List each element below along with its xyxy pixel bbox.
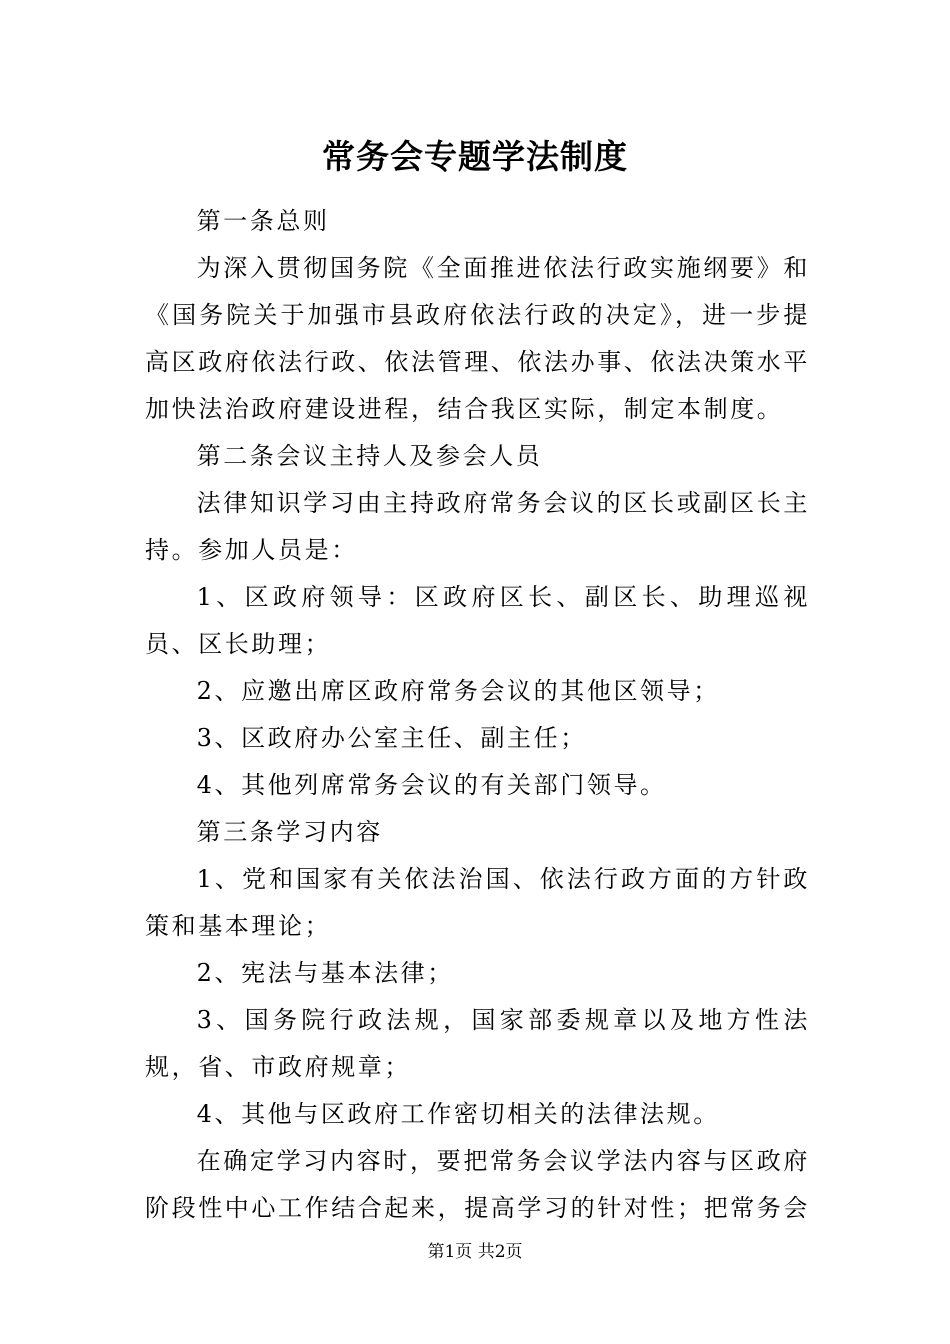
list-item: 1、党和国家有关依法治国、依法行政方面的方针政策和基本理论； <box>145 865 810 940</box>
document-body <box>145 198 810 1232</box>
paragraph: 在确定学习内容时，要把常务会议学法内容与区政府阶段性中心工作结合起来，提高学习的针对性；把常务会 <box>145 1147 810 1222</box>
list-item: 3、区政府办公室主任、副主任； <box>196 724 587 752</box>
list-item: 2、应邀出席区政府常务会议的其他区领导； <box>196 677 720 705</box>
section-heading-participants: 第二条会议主持人及参会人员 <box>196 442 543 470</box>
list-item: 2、宪法与基本法律； <box>196 959 454 987</box>
page-number: 第1页 共2页 <box>427 1242 523 1262</box>
paragraph: 法律知识学习由主持政府常务会议的区长或副区长主持。参加人员是： <box>145 489 810 564</box>
list-item: 4、其他与区政府工作密切相关的法律法规。 <box>196 1100 720 1128</box>
list-item: 1、区政府领导：区政府区长、副区长、助理巡视员、区长助理； <box>145 583 810 658</box>
section-heading-general: 第一条总则 <box>196 207 330 235</box>
section-heading-content: 第三条学习内容 <box>196 818 383 846</box>
list-item: 4、其他列席常务会议的有关部门领导。 <box>196 771 667 799</box>
document-title: 常务会专题学法制度 <box>322 137 628 176</box>
list-item: 3、国务院行政法规，国家部委规章以及地方性法规，省、市政府规章； <box>145 1006 810 1081</box>
paragraph: 为深入贯彻国务院《全面推进依法行政实施纲要》和《国务院关于加强市县政府依法行政的决定》，进一步提高区政府依法行政、依法管理、依法办事、依法决策水平加快法治政府建设进程，结合我区实际，制定本制度。 <box>145 254 810 423</box>
